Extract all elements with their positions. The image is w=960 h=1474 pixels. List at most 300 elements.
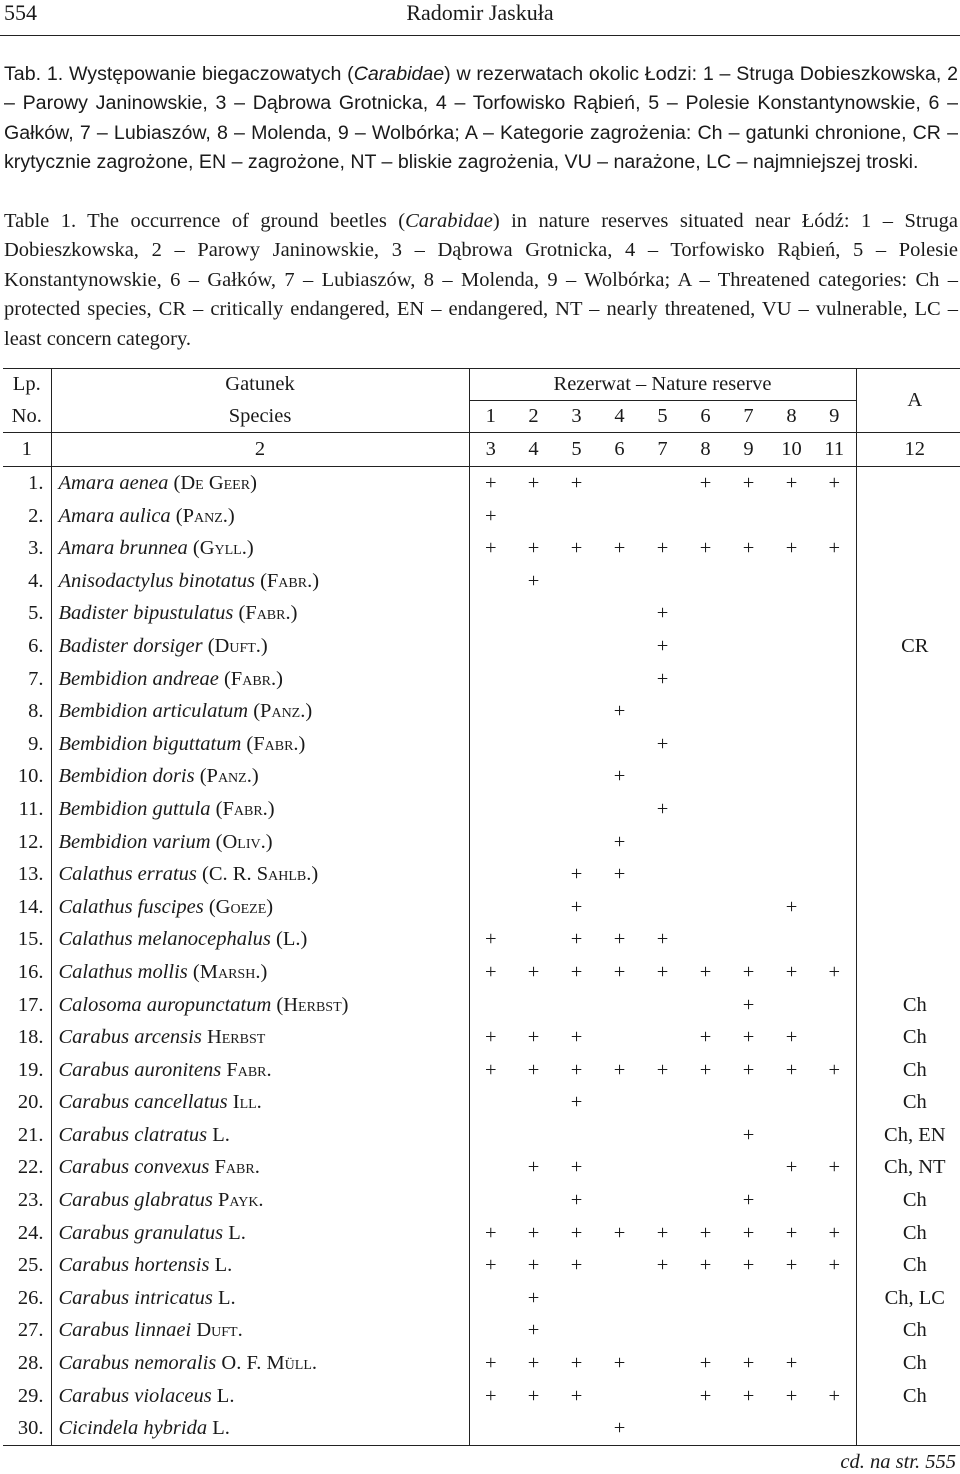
species-name xyxy=(51,1282,469,1315)
species-name xyxy=(51,597,469,630)
caption-english xyxy=(4,207,958,354)
presence-mark xyxy=(684,826,727,859)
reserve-number-header: 4 xyxy=(614,405,625,427)
presence-mark xyxy=(641,1086,684,1119)
column-number-row xyxy=(3,433,960,467)
species-name xyxy=(51,695,469,728)
presence-mark: + xyxy=(742,1058,755,1081)
species-name xyxy=(51,891,469,924)
presence-mark xyxy=(512,500,555,533)
table-row xyxy=(3,467,960,500)
table-row xyxy=(3,1054,960,1087)
presence-mark xyxy=(813,1021,856,1054)
threat-category: Ch, EN xyxy=(856,1119,960,1152)
presence-mark xyxy=(555,597,598,630)
presence-mark xyxy=(641,891,684,924)
presence-mark xyxy=(469,1314,512,1347)
threat-category xyxy=(856,858,960,891)
reserve-number-header: 9 xyxy=(829,405,840,427)
presence-mark xyxy=(813,760,856,793)
threat-category: Ch xyxy=(856,1314,960,1347)
presence-mark xyxy=(598,1314,641,1347)
presence-mark: + xyxy=(527,960,540,983)
presence-mark xyxy=(684,1151,727,1184)
presence-mark xyxy=(469,1119,512,1152)
row-number: 7. xyxy=(28,667,44,690)
presence-mark: + xyxy=(828,1254,841,1277)
presence-mark: + xyxy=(785,895,798,918)
author: Duft. xyxy=(196,1319,243,1342)
presence-mark xyxy=(770,1282,813,1315)
genus-species: Carabus nemoralis xyxy=(58,1352,217,1375)
presence-mark xyxy=(598,1021,641,1054)
genus-species: Cicindela hybrida xyxy=(58,1417,208,1440)
presence-mark xyxy=(727,1412,770,1445)
author: (De Geer) xyxy=(173,472,257,494)
presence-mark: + xyxy=(828,1058,841,1081)
row-number: 8. xyxy=(28,700,44,723)
author: Herbst xyxy=(206,1026,266,1049)
species-header-en: Species xyxy=(51,401,469,433)
presence-mark xyxy=(469,695,512,728)
genus-species: Amara aulica xyxy=(58,504,171,527)
presence-mark: + xyxy=(469,532,512,565)
presence-mark xyxy=(641,467,684,500)
presence-mark: + xyxy=(828,960,841,983)
presence-mark: + xyxy=(699,1058,712,1081)
table-row xyxy=(3,1282,960,1315)
presence-mark xyxy=(641,1412,684,1445)
continuation-note: cd. na str. 555 xyxy=(840,1451,956,1473)
presence-mark xyxy=(813,858,856,891)
species-name xyxy=(51,467,469,500)
presence-mark: + xyxy=(527,472,540,494)
presence-mark xyxy=(598,1119,641,1152)
author: (C. R. Sahlb.) xyxy=(202,863,319,886)
presence-mark: + xyxy=(469,500,512,533)
presence-mark xyxy=(813,695,856,728)
threat-category xyxy=(856,1412,960,1445)
presence-mark xyxy=(598,891,641,924)
presence-mark xyxy=(813,1412,856,1445)
presence-mark: + xyxy=(469,923,512,956)
presence-mark xyxy=(770,1412,813,1445)
column-number: 2 xyxy=(51,433,469,467)
column-number: 1 xyxy=(3,433,51,467)
threat-category xyxy=(856,793,960,826)
presence-mark xyxy=(813,793,856,826)
presence-mark: + xyxy=(785,1026,798,1049)
column-number: 12 xyxy=(856,433,960,467)
presence-mark xyxy=(813,1119,856,1152)
presence-mark xyxy=(770,923,813,956)
row-number: 25. xyxy=(17,1254,44,1277)
table-row xyxy=(3,1249,960,1282)
presence-mark xyxy=(684,500,727,533)
column-number: 4 xyxy=(512,433,555,467)
presence-mark: + xyxy=(570,537,583,560)
threat-category: Ch xyxy=(856,1086,960,1119)
presence-mark xyxy=(813,826,856,859)
presence-mark xyxy=(684,1282,727,1315)
column-number: 10 xyxy=(770,433,813,467)
presence-mark: + xyxy=(469,1380,512,1413)
author: (Herbst) xyxy=(276,993,349,1016)
presence-mark: + xyxy=(613,765,626,788)
presence-mark xyxy=(469,826,512,859)
presence-mark xyxy=(512,1119,555,1152)
presence-mark xyxy=(684,663,727,696)
presence-mark xyxy=(555,1412,598,1445)
presence-mark xyxy=(641,989,684,1022)
presence-mark xyxy=(684,1314,727,1347)
genus-species: Carabus hortensis xyxy=(58,1254,210,1277)
table-row xyxy=(3,565,960,598)
species-name xyxy=(51,1380,469,1413)
presence-mark xyxy=(598,500,641,533)
presence-mark: + xyxy=(527,1319,540,1342)
presence-mark xyxy=(727,500,770,533)
lp-header-en: No. xyxy=(11,404,42,427)
species-name xyxy=(51,1151,469,1184)
presence-mark: + xyxy=(527,1026,540,1049)
presence-mark xyxy=(813,923,856,956)
presence-mark xyxy=(770,1314,813,1347)
table-row xyxy=(3,826,960,859)
species-name xyxy=(51,1217,469,1250)
family-name: Carabidae xyxy=(353,63,445,85)
genus-species: Carabus violaceus xyxy=(58,1384,212,1407)
author: Fabr. xyxy=(226,1058,272,1081)
running-head: Radomir Jaskuła xyxy=(406,0,554,25)
presence-mark: + xyxy=(527,1221,540,1244)
presence-mark: + xyxy=(699,1221,712,1244)
presence-mark xyxy=(813,728,856,761)
presence-mark xyxy=(512,597,555,630)
presence-mark xyxy=(727,1282,770,1315)
presence-mark xyxy=(469,597,512,630)
presence-mark xyxy=(641,1282,684,1315)
author: (Duft.) xyxy=(207,634,268,657)
presence-mark xyxy=(727,760,770,793)
threat-category xyxy=(856,467,960,500)
column-number: 11 xyxy=(813,433,856,467)
presence-mark: + xyxy=(570,863,583,886)
presence-mark xyxy=(641,1151,684,1184)
presence-mark xyxy=(555,1282,598,1315)
row-number: 12. xyxy=(17,830,44,853)
author: (Panz.) xyxy=(199,765,259,788)
presence-mark xyxy=(684,695,727,728)
threat-category xyxy=(856,826,960,859)
threat-category xyxy=(856,532,960,565)
presence-mark xyxy=(684,891,727,924)
presence-mark: + xyxy=(469,1249,512,1282)
threat-category: Ch xyxy=(856,1347,960,1380)
presence-mark xyxy=(813,630,856,663)
species-name xyxy=(51,989,469,1022)
presence-mark: + xyxy=(785,1384,798,1407)
presence-mark: + xyxy=(785,1058,798,1081)
caption-polish xyxy=(4,60,958,178)
presence-mark xyxy=(770,1184,813,1217)
presence-mark: + xyxy=(785,1352,798,1375)
species-name xyxy=(51,1314,469,1347)
presence-mark xyxy=(684,989,727,1022)
row-number: 27. xyxy=(17,1319,44,1342)
page-number: 554 xyxy=(4,0,37,25)
presence-mark xyxy=(512,663,555,696)
presence-mark xyxy=(813,597,856,630)
genus-species: Carabus auronitens xyxy=(58,1058,222,1081)
presence-mark xyxy=(598,728,641,761)
author: L. xyxy=(217,1286,236,1309)
presence-mark xyxy=(512,826,555,859)
presence-mark: + xyxy=(699,472,712,494)
row-number: 2. xyxy=(28,504,44,527)
presence-mark: + xyxy=(570,1221,583,1244)
presence-mark xyxy=(598,1380,641,1413)
presence-mark xyxy=(641,695,684,728)
presence-mark xyxy=(770,565,813,598)
presence-mark xyxy=(598,793,641,826)
row-number: 29. xyxy=(17,1384,44,1407)
row-number: 13. xyxy=(17,863,44,886)
column-number: 3 xyxy=(469,433,512,467)
presence-mark xyxy=(512,630,555,663)
presence-mark xyxy=(598,1086,641,1119)
author: (Fabr.) xyxy=(246,732,306,755)
table-row xyxy=(3,760,960,793)
presence-mark xyxy=(770,597,813,630)
presence-mark: + xyxy=(656,667,669,690)
table-row xyxy=(3,793,960,826)
presence-mark xyxy=(770,1119,813,1152)
presence-mark xyxy=(684,1184,727,1217)
presence-mark xyxy=(813,1184,856,1217)
presence-mark: + xyxy=(656,1058,669,1081)
presence-mark: + xyxy=(699,537,712,560)
presence-mark xyxy=(598,663,641,696)
presence-mark: + xyxy=(570,1254,583,1277)
presence-mark xyxy=(770,630,813,663)
presence-mark: + xyxy=(570,1189,583,1212)
presence-mark xyxy=(727,891,770,924)
presence-mark xyxy=(813,1282,856,1315)
row-number: 17. xyxy=(17,993,44,1016)
presence-mark: + xyxy=(785,472,798,494)
genus-species: Bembidion doris xyxy=(58,765,195,788)
header-row-1 xyxy=(3,369,960,401)
species-name xyxy=(51,956,469,989)
row-number: 21. xyxy=(17,1123,44,1146)
column-number: 9 xyxy=(727,433,770,467)
presence-mark: + xyxy=(469,1347,512,1380)
presence-mark xyxy=(684,565,727,598)
presence-mark: + xyxy=(699,1352,712,1375)
species-name xyxy=(51,858,469,891)
presence-mark xyxy=(598,1249,641,1282)
threat-category xyxy=(856,565,960,598)
species-name xyxy=(51,760,469,793)
table-row xyxy=(3,923,960,956)
presence-mark xyxy=(770,858,813,891)
presence-mark: + xyxy=(656,960,669,983)
species-name xyxy=(51,1184,469,1217)
presence-mark: + xyxy=(570,928,583,951)
row-number: 5. xyxy=(28,602,44,625)
presence-mark xyxy=(512,1086,555,1119)
presence-mark xyxy=(512,793,555,826)
column-number: 8 xyxy=(684,433,727,467)
table-row xyxy=(3,891,960,924)
presence-mark xyxy=(684,1119,727,1152)
category-header: A xyxy=(856,369,960,433)
presence-mark xyxy=(727,826,770,859)
presence-mark xyxy=(727,597,770,630)
species-name xyxy=(51,565,469,598)
table-row xyxy=(3,728,960,761)
presence-mark: + xyxy=(742,1189,755,1212)
page-header xyxy=(0,0,960,30)
presence-mark xyxy=(641,858,684,891)
presence-mark: + xyxy=(613,830,626,853)
presence-mark xyxy=(555,793,598,826)
presence-mark xyxy=(727,1151,770,1184)
header-row-2 xyxy=(3,401,960,433)
row-number: 15. xyxy=(17,928,44,951)
genus-species: Carabus convexus xyxy=(58,1156,210,1179)
author: (Oliv.) xyxy=(215,830,273,853)
presence-mark xyxy=(469,1282,512,1315)
genus-species: Calathus mollis xyxy=(58,960,188,983)
author: L. xyxy=(228,1221,246,1244)
threat-category xyxy=(856,923,960,956)
presence-mark xyxy=(727,663,770,696)
presence-mark: + xyxy=(656,537,669,560)
reserve-number-header: 2 xyxy=(528,405,539,427)
presence-mark xyxy=(512,728,555,761)
threat-category xyxy=(856,760,960,793)
presence-mark xyxy=(684,1086,727,1119)
reserve-number-header: 7 xyxy=(743,405,754,427)
reserve-number-header: 8 xyxy=(786,405,797,427)
presence-mark: + xyxy=(613,1221,626,1244)
presence-mark xyxy=(770,793,813,826)
presence-mark xyxy=(770,728,813,761)
table-row xyxy=(3,1151,960,1184)
row-number: 30. xyxy=(3,1412,51,1445)
presence-mark: + xyxy=(527,1352,540,1375)
presence-mark: + xyxy=(570,895,583,918)
table-row xyxy=(3,630,960,663)
presence-mark xyxy=(555,826,598,859)
presence-mark: + xyxy=(828,1221,841,1244)
presence-mark xyxy=(598,565,641,598)
presence-mark xyxy=(684,923,727,956)
reserve-number-header: 3 xyxy=(571,405,582,427)
species-name xyxy=(51,1347,469,1380)
presence-mark: + xyxy=(656,634,669,657)
genus-species: Calathus fuscipes xyxy=(58,895,204,918)
presence-mark xyxy=(598,989,641,1022)
row-number: 19. xyxy=(17,1058,44,1081)
row-number: 16. xyxy=(17,960,44,983)
genus-species: Amara brunnea xyxy=(58,537,188,560)
author: Fabr. xyxy=(214,1156,260,1179)
presence-mark xyxy=(727,923,770,956)
presence-mark xyxy=(598,630,641,663)
presence-mark: + xyxy=(656,1254,669,1277)
row-number: 6. xyxy=(28,634,44,657)
presence-mark xyxy=(598,1151,641,1184)
species-header-pl: Gatunek xyxy=(51,369,469,401)
threat-category xyxy=(856,956,960,989)
presence-mark xyxy=(469,565,512,598)
presence-mark xyxy=(555,500,598,533)
presence-mark: + xyxy=(613,1352,626,1375)
presence-mark xyxy=(770,989,813,1022)
author: (Fabr.) xyxy=(215,797,275,820)
presence-mark xyxy=(641,1347,684,1380)
presence-mark: + xyxy=(570,1091,583,1114)
species-name xyxy=(51,793,469,826)
presence-mark xyxy=(813,663,856,696)
presence-mark xyxy=(813,1086,856,1119)
threat-category: Ch xyxy=(856,1217,960,1250)
presence-mark xyxy=(598,1184,641,1217)
reserve-number-header: 5 xyxy=(657,405,668,427)
presence-mark: + xyxy=(699,1254,712,1277)
presence-mark xyxy=(512,695,555,728)
threat-category xyxy=(856,891,960,924)
presence-mark xyxy=(555,695,598,728)
author: O. F. Müll. xyxy=(221,1352,318,1375)
genus-species: Carabus arcensis xyxy=(58,1026,202,1049)
lp-header-pl: Lp. xyxy=(3,369,51,401)
author: (Fabr.) xyxy=(223,667,283,690)
presence-mark xyxy=(813,891,856,924)
genus-species: Bembidion biguttatum xyxy=(58,732,242,755)
presence-mark: + xyxy=(469,1217,512,1250)
presence-mark xyxy=(512,1184,555,1217)
species-name xyxy=(51,532,469,565)
table-row xyxy=(3,989,960,1022)
presence-mark: + xyxy=(570,1384,583,1407)
presence-mark: + xyxy=(527,1384,540,1407)
row-number: 11. xyxy=(18,797,44,820)
reserve-header: Rezerwat – Nature reserve xyxy=(469,369,856,401)
threat-category xyxy=(856,728,960,761)
threat-category: Ch, LC xyxy=(856,1282,960,1315)
table-row xyxy=(3,1021,960,1054)
row-number: 1. xyxy=(28,472,44,494)
genus-species: Carabus granulatus xyxy=(58,1221,224,1244)
presence-mark: + xyxy=(785,1221,798,1244)
column-number: 6 xyxy=(598,433,641,467)
row-number: 28. xyxy=(17,1352,44,1375)
presence-mark xyxy=(641,1314,684,1347)
species-name xyxy=(51,1021,469,1054)
presence-mark xyxy=(641,1021,684,1054)
author: (Fabr.) xyxy=(238,602,298,625)
presence-mark: + xyxy=(570,472,583,494)
author: (Goeze) xyxy=(208,895,274,918)
presence-mark: + xyxy=(699,960,712,983)
presence-mark xyxy=(641,565,684,598)
genus-species: Carabus intricatus xyxy=(58,1286,213,1309)
table-row xyxy=(3,695,960,728)
